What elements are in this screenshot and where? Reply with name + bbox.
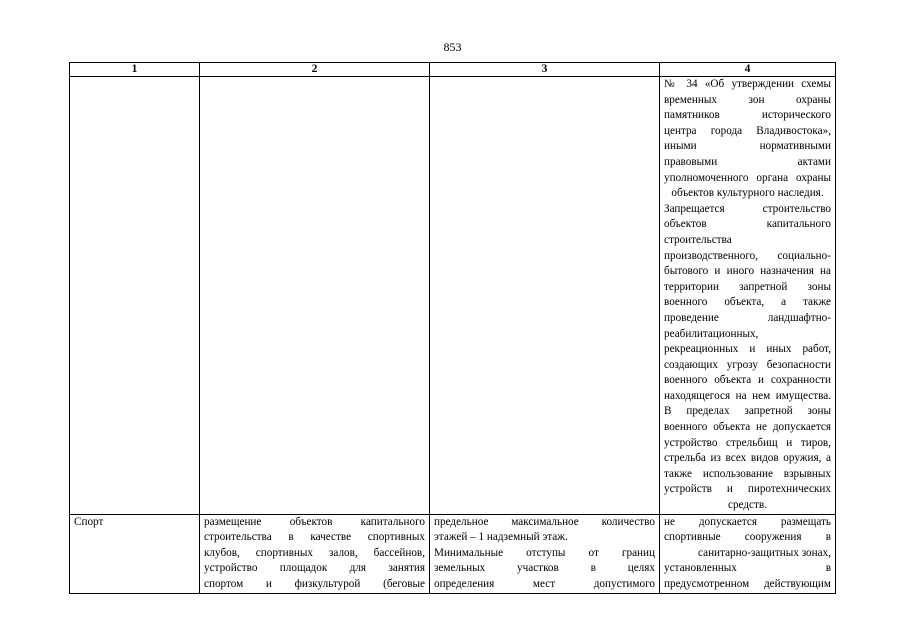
parameters-text [434, 515, 655, 593]
text-line: строительства [664, 233, 732, 246]
table-header-row [70, 63, 836, 77]
text-line: временных зон охраны [664, 93, 831, 106]
text-line: военного объекта, а также [664, 296, 831, 309]
text-line: реабилитационных, [664, 327, 759, 340]
row2-col4-cell [660, 514, 836, 593]
text-line: предельное максимальное количество [434, 515, 655, 528]
restrictions-text [664, 515, 831, 593]
text-line: санитарно-защитных зонах, [698, 546, 831, 559]
text-line: находящегося на нем имущества. [664, 389, 831, 402]
text-line: строительства в качестве спортивных [204, 531, 425, 544]
text-line: спортивные сооружения в [664, 531, 831, 544]
column-header-3: 3 [430, 63, 660, 77]
row1-col4-cell [660, 77, 836, 515]
restrictions-text [664, 77, 831, 514]
text-line: предусмотренном действующим [664, 578, 831, 590]
row2-col2-cell [200, 514, 430, 593]
text-line: территории запретной зоны [664, 280, 831, 293]
text-line: центра города Владивостока», [664, 124, 831, 137]
text-line: № 34 «Об утверждении схемы [664, 78, 831, 90]
row1-col2-cell [200, 77, 430, 515]
text-line: создающих угрозу безопасности [664, 358, 831, 371]
text-line: военного объекта и сохранности [664, 374, 831, 387]
text-line: Минимальные отступы от границ [434, 546, 655, 559]
text-line: бытового и иного назначения на [664, 265, 831, 278]
text-line: устройство стрельбищ и тиров, [664, 436, 831, 449]
text-line: не допускается размещать [664, 515, 831, 528]
text-line: Запрещается строительство [664, 202, 831, 215]
text-line: рекреационных и иных работ, [664, 343, 831, 356]
text-line: памятников исторического [664, 109, 831, 122]
permitted-use-text [204, 515, 425, 593]
text-line: устройств и пиротехнических [664, 483, 831, 496]
text-line: иными нормативными [664, 140, 831, 153]
text-line: средств. [727, 499, 767, 512]
table-row [70, 77, 836, 515]
row2-col1-cell [70, 514, 200, 593]
column-header-4: 4 [660, 63, 836, 77]
text-line: объектов культурного наследия. [671, 187, 824, 200]
text-line: В пределах запретной зоны [664, 405, 831, 418]
document-table [69, 62, 836, 594]
column-header-2: 2 [200, 63, 430, 77]
table-row [70, 514, 836, 593]
text-line: правовыми актами [664, 155, 831, 168]
text-line: также использование взрывных [664, 467, 831, 480]
text-line: клубов, спортивных залов, бассейнов, [204, 546, 425, 559]
text-line: объектов капитального [664, 218, 831, 231]
text-line: размещение объектов капитального [204, 515, 425, 528]
row1-col1-cell [70, 77, 200, 515]
column-header-1: 1 [70, 63, 200, 77]
text-line: уполномоченного органа охраны [664, 171, 831, 184]
text-line: этажей – 1 надземный этаж. [434, 531, 568, 544]
page-number: 853 [443, 40, 462, 54]
text-line: проведение ландшафтно- [664, 311, 831, 324]
category-label: Спорт [74, 515, 104, 528]
text-line: военного объекта не допускается [664, 421, 831, 434]
row2-col3-cell [430, 514, 660, 593]
row1-col3-cell [430, 77, 660, 515]
text-line: земельных участков в целях [434, 562, 655, 575]
text-line: производственного, социально- [664, 249, 831, 262]
text-line: установленных в [664, 562, 831, 575]
text-line: стрельба из всех видов оружия, а [664, 452, 831, 465]
text-line: определения мест допустимого [434, 578, 655, 590]
text-line: спортом и физкультурой (беговые [204, 578, 425, 590]
text-line: устройство площадок для занятия [204, 562, 425, 575]
